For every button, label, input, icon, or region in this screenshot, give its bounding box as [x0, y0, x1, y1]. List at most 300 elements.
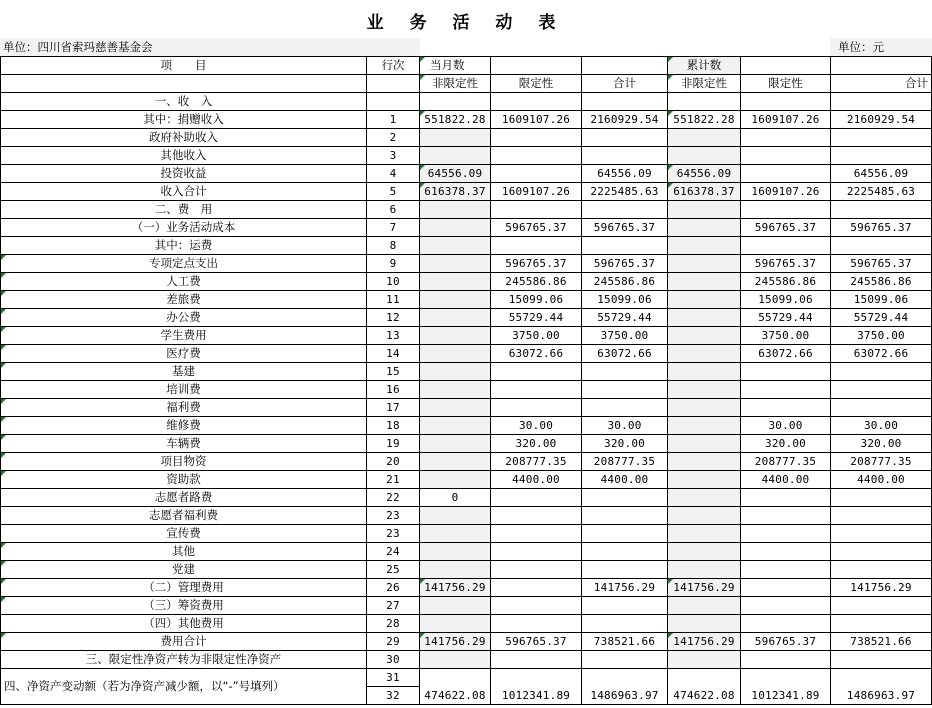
row-number[interactable]: 25: [367, 561, 420, 579]
cell-cm-r[interactable]: 55729.44: [491, 309, 582, 327]
cell-cu-t[interactable]: 596765.37: [831, 219, 932, 237]
cell-cm-u[interactable]: 64556.09: [420, 165, 491, 183]
cell-cm-r[interactable]: 3750.00: [491, 327, 582, 345]
cell-cu-t[interactable]: [831, 651, 932, 669]
cell-cu-u[interactable]: [668, 93, 741, 111]
header-row-1: [1, 57, 932, 75]
header-blank[interactable]: [831, 57, 932, 75]
cell-cm-r[interactable]: [491, 165, 582, 183]
cell-cu-r[interactable]: 63072.66: [741, 345, 831, 363]
row-item-label[interactable]: 宣传费: [1, 525, 367, 543]
cell-cm-t[interactable]: 4400.00: [582, 471, 668, 489]
row-number[interactable]: 30: [367, 651, 420, 669]
row-item-label[interactable]: 党建: [1, 561, 367, 579]
cell-cu-t[interactable]: [831, 489, 932, 507]
header-cm-unrestricted[interactable]: 非限定性: [420, 75, 491, 93]
cell-cm-r[interactable]: 1609107.26: [491, 111, 582, 129]
row-number[interactable]: 18: [367, 417, 420, 435]
row-item-label[interactable]: 志愿者福利费: [1, 507, 367, 525]
cell-cu-t[interactable]: 4400.00: [831, 471, 932, 489]
cell-cu-r[interactable]: [741, 561, 831, 579]
cell-cm-r[interactable]: 15099.06: [491, 291, 582, 309]
cell-cm-u[interactable]: 141756.29: [420, 579, 491, 597]
row-number[interactable]: 14: [367, 345, 420, 363]
cell-cu-r[interactable]: 1609107.26: [741, 111, 831, 129]
cell-cu-t[interactable]: [831, 543, 932, 561]
cell-cu-u[interactable]: [668, 291, 741, 309]
cell-cm-u[interactable]: [420, 291, 491, 309]
cell-cm-r[interactable]: 245586.86: [491, 273, 582, 291]
cell-cu-t[interactable]: 141756.29: [831, 579, 932, 597]
cell-cu-r[interactable]: 3750.00: [741, 327, 831, 345]
cell-cm-u[interactable]: 551822.28: [420, 111, 491, 129]
row-item-label[interactable]: （四）其他费用: [1, 615, 367, 633]
cell-cm-t[interactable]: 596765.37: [582, 219, 668, 237]
table-row: [1, 597, 932, 615]
cell-cu-r[interactable]: [741, 525, 831, 543]
cell-cu-t[interactable]: [831, 507, 932, 525]
cell-cm-r[interactable]: [491, 615, 582, 633]
cell-cu-t[interactable]: 30.00: [831, 417, 932, 435]
cell-cm-u[interactable]: [420, 219, 491, 237]
organization-unit: 单位：四川省索玛慈善基金会: [3, 40, 153, 54]
cell-cu-r[interactable]: [741, 129, 831, 147]
cell-cu-r[interactable]: [741, 651, 831, 669]
cell-cu-u[interactable]: [668, 651, 741, 669]
row-item-label[interactable]: 维修费: [1, 417, 367, 435]
cell-cm-r[interactable]: [491, 489, 582, 507]
cell-cu-u[interactable]: [668, 147, 741, 165]
row-item-label[interactable]: 培训费: [1, 381, 367, 399]
header-blank[interactable]: [741, 57, 831, 75]
table-row: [1, 651, 932, 669]
cell-cu-t[interactable]: 245586.86: [831, 273, 932, 291]
cell-cm-u[interactable]: [420, 399, 491, 417]
row-item-label[interactable]: 其中：运费: [1, 237, 367, 255]
cell-cm-t[interactable]: [582, 381, 668, 399]
header-blank[interactable]: [367, 75, 420, 93]
cell-cm-u[interactable]: [420, 471, 491, 489]
row-number[interactable]: 9: [367, 255, 420, 273]
cell-cm-r[interactable]: [491, 597, 582, 615]
table-row: [1, 543, 932, 561]
cell-cm-u[interactable]: 0: [420, 489, 491, 507]
cell-cu-u[interactable]: 551822.28: [668, 111, 741, 129]
cell-cu-t[interactable]: 2225485.63: [831, 183, 932, 201]
row-item-label[interactable]: 学生费用: [1, 327, 367, 345]
header-blank[interactable]: [582, 57, 668, 75]
cell-cu-u[interactable]: [668, 615, 741, 633]
cell-cm-t[interactable]: [582, 147, 668, 165]
table-row: [1, 273, 932, 291]
row-number[interactable]: 2: [367, 129, 420, 147]
cell-cu-u[interactable]: [668, 507, 741, 525]
row-item-label[interactable]: 医疗费: [1, 345, 367, 363]
row-number[interactable]: 8: [367, 237, 420, 255]
cell-cm-u[interactable]: [420, 237, 491, 255]
row-number[interactable]: 16: [367, 381, 420, 399]
table-row: [1, 471, 932, 489]
cell-cm-r[interactable]: 596765.37: [491, 633, 582, 651]
cell-cm-t[interactable]: [582, 507, 668, 525]
header-cu-restricted[interactable]: 限定性: [741, 75, 831, 93]
cell-cu-r[interactable]: [741, 201, 831, 219]
row-item-label[interactable]: （一）业务活动成本: [1, 219, 367, 237]
row-number[interactable]: 6: [367, 201, 420, 219]
cell-cm-r[interactable]: 320.00: [491, 435, 582, 453]
row-number[interactable]: 19: [367, 435, 420, 453]
cell-cm-r[interactable]: [491, 93, 582, 111]
cell-cu-r[interactable]: [741, 147, 831, 165]
cell-cm-u[interactable]: [420, 561, 491, 579]
row-number[interactable]: 3: [367, 147, 420, 165]
cell-cm-u[interactable]: [420, 327, 491, 345]
row-number[interactable]: 20: [367, 453, 420, 471]
cell-cu-r[interactable]: 596765.37: [741, 219, 831, 237]
header-current-month[interactable]: 当月数: [420, 57, 491, 75]
row-number[interactable]: 27: [367, 597, 420, 615]
cell-cm-t[interactable]: 63072.66: [582, 345, 668, 363]
row-item-label[interactable]: 资助款: [1, 471, 367, 489]
cell-cu-t[interactable]: [831, 597, 932, 615]
cell-cu-u[interactable]: [668, 255, 741, 273]
cell-cm-t[interactable]: 738521.66: [582, 633, 668, 651]
cell-cu-t[interactable]: 63072.66: [831, 345, 932, 363]
cell-cm-u[interactable]: [420, 525, 491, 543]
cell-cm-t[interactable]: [582, 399, 668, 417]
cell-cm-u[interactable]: 616378.37: [420, 183, 491, 201]
row-number[interactable]: 4: [367, 165, 420, 183]
row-item-label[interactable]: 其他收入: [1, 147, 367, 165]
row-item-label[interactable]: 志愿者路费: [1, 489, 367, 507]
cell-cu-r[interactable]: 30.00: [741, 417, 831, 435]
row-number[interactable]: 11: [367, 291, 420, 309]
cell-cm-t[interactable]: [582, 363, 668, 381]
cell-cm-u[interactable]: [420, 363, 491, 381]
cell-cm-u[interactable]: [420, 381, 491, 399]
cell-cm-r[interactable]: 208777.35: [491, 453, 582, 471]
cell-cu-u[interactable]: [668, 489, 741, 507]
cell-cm-u[interactable]: [420, 147, 491, 165]
cell-cm-r[interactable]: 596765.37: [491, 219, 582, 237]
cell-cu-r[interactable]: [741, 579, 831, 597]
row-number[interactable]: 13: [367, 327, 420, 345]
cell-cu-r[interactable]: [741, 237, 831, 255]
cell-cm-r[interactable]: 596765.37: [491, 255, 582, 273]
cell-cu-u[interactable]: [668, 525, 741, 543]
cell-cm-r[interactable]: [491, 543, 582, 561]
cell-cu-r[interactable]: [741, 93, 831, 111]
header-cm-total[interactable]: 合计: [582, 75, 668, 93]
cell-cm-r[interactable]: 1609107.26: [491, 183, 582, 201]
header-row-2: [1, 75, 932, 93]
cell-cm-u[interactable]: [420, 273, 491, 291]
row-number[interactable]: 29: [367, 633, 420, 651]
header-blank[interactable]: [1, 75, 367, 93]
row-number[interactable]: [367, 93, 420, 111]
cell-cm-u[interactable]: [420, 435, 491, 453]
row-number[interactable]: 5: [367, 183, 420, 201]
cell-cm-r[interactable]: 30.00: [491, 417, 582, 435]
cell-cu-r[interactable]: [741, 489, 831, 507]
cell-cm-u[interactable]: [420, 255, 491, 273]
row-item-label[interactable]: 三、限定性净资产转为非限定性净资产: [1, 651, 367, 669]
row-item-label[interactable]: 办公费: [1, 309, 367, 327]
cell-cu-u[interactable]: [668, 219, 741, 237]
cell-cm-r[interactable]: [491, 651, 582, 669]
cell-cm-t[interactable]: 245586.86: [582, 273, 668, 291]
row-number[interactable]: 21: [367, 471, 420, 489]
row-item-label[interactable]: 福利费: [1, 399, 367, 417]
cell-cu-r[interactable]: [741, 399, 831, 417]
cell-cm-t[interactable]: 30.00: [582, 417, 668, 435]
net-asset-change-label[interactable]: 四、净资产变动额（若为净资产减少额，以“-”号填列）: [1, 669, 367, 705]
cell-cm-t[interactable]: [582, 201, 668, 219]
row-item-label[interactable]: 政府补助收入: [1, 129, 367, 147]
header-item[interactable]: 项 目: [1, 57, 367, 75]
cell-cu-u[interactable]: [668, 435, 741, 453]
cell-cu-t[interactable]: [831, 129, 932, 147]
cell-cm-r[interactable]: [491, 363, 582, 381]
table-row: [1, 489, 932, 507]
cell-cu-r[interactable]: [741, 507, 831, 525]
cell-cu-r[interactable]: [741, 597, 831, 615]
cell-cm-u[interactable]: 474622.08: [420, 669, 491, 705]
cell-cm-r[interactable]: [491, 201, 582, 219]
row-item-label[interactable]: 一、收 入: [1, 93, 367, 111]
cell-cu-t[interactable]: 15099.06: [831, 291, 932, 309]
table-row: [1, 309, 932, 327]
cell-cu-r[interactable]: [741, 615, 831, 633]
header-cumulative[interactable]: 累计数: [668, 57, 741, 75]
cell-cu-u[interactable]: [668, 201, 741, 219]
row-item-label[interactable]: 项目物资: [1, 453, 367, 471]
cell-cu-t[interactable]: 2160929.54: [831, 111, 932, 129]
row-item-label[interactable]: （二）管理费用: [1, 579, 367, 597]
cell-cu-r[interactable]: 1012341.89: [741, 669, 831, 705]
cell-cu-u[interactable]: [668, 309, 741, 327]
cell-cm-r[interactable]: [491, 129, 582, 147]
cell-cu-t[interactable]: [831, 381, 932, 399]
row-number[interactable]: 12: [367, 309, 420, 327]
cell-cm-t[interactable]: 320.00: [582, 435, 668, 453]
cell-cu-u[interactable]: [668, 273, 741, 291]
cell-cm-r[interactable]: [491, 399, 582, 417]
row-number[interactable]: 1: [367, 111, 420, 129]
row-item-label[interactable]: 费用合计: [1, 633, 367, 651]
cell-cm-u[interactable]: [420, 417, 491, 435]
cell-cm-u[interactable]: [420, 651, 491, 669]
table-row: [1, 291, 932, 309]
cell-cu-t[interactable]: 320.00: [831, 435, 932, 453]
cell-cu-u[interactable]: [668, 237, 741, 255]
cell-cu-u[interactable]: [668, 345, 741, 363]
cell-cu-u[interactable]: [668, 417, 741, 435]
cell-cm-t[interactable]: [582, 237, 668, 255]
cell-cm-t[interactable]: 596765.37: [582, 255, 668, 273]
row-item-label[interactable]: 收入合计: [1, 183, 367, 201]
cell-cm-t[interactable]: [582, 543, 668, 561]
cell-cm-u[interactable]: [420, 543, 491, 561]
cell-cu-u[interactable]: 616378.37: [668, 183, 741, 201]
row-number[interactable]: 15: [367, 363, 420, 381]
row-number[interactable]: 32: [367, 687, 420, 705]
cell-cu-t[interactable]: 208777.35: [831, 453, 932, 471]
cell-cm-r[interactable]: [491, 237, 582, 255]
cell-cu-t[interactable]: [831, 93, 932, 111]
cell-cm-u[interactable]: [420, 201, 491, 219]
cell-cm-r[interactable]: [491, 525, 582, 543]
header-row-no[interactable]: 行次: [367, 57, 420, 75]
cell-cu-r[interactable]: [741, 363, 831, 381]
cell-cm-t[interactable]: 1486963.97: [582, 669, 668, 705]
cell-cm-t[interactable]: [582, 651, 668, 669]
cell-cu-r[interactable]: [741, 165, 831, 183]
cell-cm-t[interactable]: [582, 597, 668, 615]
header-cu-total[interactable]: 合计: [831, 75, 932, 93]
cell-cm-u[interactable]: [420, 615, 491, 633]
row-item-label[interactable]: 基建: [1, 363, 367, 381]
cell-cm-t[interactable]: 3750.00: [582, 327, 668, 345]
cell-cu-u[interactable]: [668, 381, 741, 399]
cell-cm-u[interactable]: [420, 507, 491, 525]
cell-cu-r[interactable]: [741, 381, 831, 399]
cell-cu-u[interactable]: 141756.29: [668, 579, 741, 597]
cell-cm-u[interactable]: [420, 453, 491, 471]
cell-cm-t[interactable]: [582, 489, 668, 507]
row-number[interactable]: 10: [367, 273, 420, 291]
cell-cu-u[interactable]: [668, 597, 741, 615]
table-row: [1, 327, 932, 345]
row-number[interactable]: 26: [367, 579, 420, 597]
cell-cu-r[interactable]: 55729.44: [741, 309, 831, 327]
cell-cu-t[interactable]: 1486963.97: [831, 669, 932, 705]
cell-cm-t[interactable]: [582, 615, 668, 633]
cell-cm-t[interactable]: 64556.09: [582, 165, 668, 183]
row-item-label[interactable]: 差旅费: [1, 291, 367, 309]
cell-cm-u[interactable]: [420, 93, 491, 111]
cell-cm-t[interactable]: [582, 525, 668, 543]
cell-cu-t[interactable]: [831, 201, 932, 219]
cell-cm-t[interactable]: 55729.44: [582, 309, 668, 327]
cell-cm-r[interactable]: 4400.00: [491, 471, 582, 489]
header-cu-unrestricted[interactable]: 非限定性: [668, 75, 741, 93]
cell-cu-r[interactable]: 4400.00: [741, 471, 831, 489]
table-row: [1, 363, 932, 381]
cell-cm-u[interactable]: 141756.29: [420, 633, 491, 651]
cell-cu-r[interactable]: 596765.37: [741, 255, 831, 273]
cell-cm-t[interactable]: 2160929.54: [582, 111, 668, 129]
cell-cm-r[interactable]: 1012341.89: [491, 669, 582, 705]
cell-cm-t[interactable]: 2225485.63: [582, 183, 668, 201]
cell-cu-u[interactable]: [668, 327, 741, 345]
row-number[interactable]: 23: [367, 525, 420, 543]
cell-cu-t[interactable]: [831, 237, 932, 255]
cell-cu-u[interactable]: [668, 129, 741, 147]
row-item-label[interactable]: 车辆费: [1, 435, 367, 453]
cell-cu-r[interactable]: 15099.06: [741, 291, 831, 309]
row-item-label[interactable]: 人工费: [1, 273, 367, 291]
cell-cm-r[interactable]: [491, 579, 582, 597]
row-item-label[interactable]: 其他: [1, 543, 367, 561]
cell-cm-t[interactable]: 15099.06: [582, 291, 668, 309]
cell-cm-r[interactable]: [491, 147, 582, 165]
table-row: [1, 525, 932, 543]
cell-cu-r[interactable]: [741, 543, 831, 561]
cell-cu-r[interactable]: 208777.35: [741, 453, 831, 471]
cell-cu-t[interactable]: 55729.44: [831, 309, 932, 327]
cell-cm-r[interactable]: 63072.66: [491, 345, 582, 363]
cell-cu-u[interactable]: [668, 561, 741, 579]
cell-cu-t[interactable]: 64556.09: [831, 165, 932, 183]
row-number[interactable]: 7: [367, 219, 420, 237]
table-row: [1, 237, 932, 255]
row-number[interactable]: 28: [367, 615, 420, 633]
row-number[interactable]: 17: [367, 399, 420, 417]
cell-cu-t[interactable]: [831, 561, 932, 579]
cell-cm-u[interactable]: [420, 129, 491, 147]
cell-cu-t[interactable]: 3750.00: [831, 327, 932, 345]
header-cm-restricted[interactable]: 限定性: [491, 75, 582, 93]
cell-cm-u[interactable]: [420, 345, 491, 363]
cell-cu-r[interactable]: 320.00: [741, 435, 831, 453]
cell-cu-u[interactable]: [668, 453, 741, 471]
header-blank[interactable]: [491, 57, 582, 75]
table-row: [1, 201, 932, 219]
cell-cm-t[interactable]: [582, 129, 668, 147]
row-number[interactable]: 31: [367, 669, 420, 687]
cell-cu-u[interactable]: 474622.08: [668, 669, 741, 705]
cell-cu-t[interactable]: [831, 615, 932, 633]
row-item-label[interactable]: 其中：捐赠收入: [1, 111, 367, 129]
cell-cu-t[interactable]: 596765.37: [831, 255, 932, 273]
cell-cu-t[interactable]: [831, 525, 932, 543]
row-item-label[interactable]: 二、费 用: [1, 201, 367, 219]
cell-cu-u[interactable]: [668, 471, 741, 489]
cell-cu-u[interactable]: [668, 399, 741, 417]
table-row: [1, 345, 932, 363]
cell-cm-t[interactable]: [582, 93, 668, 111]
cell-cm-u[interactable]: [420, 597, 491, 615]
cell-cu-r[interactable]: 596765.37: [741, 633, 831, 651]
cell-cu-u[interactable]: 64556.09: [668, 165, 741, 183]
table-row: [1, 417, 932, 435]
cell-cm-r[interactable]: [491, 507, 582, 525]
cell-cu-t[interactable]: [831, 399, 932, 417]
cell-cu-t[interactable]: [831, 363, 932, 381]
cell-cu-r[interactable]: 245586.86: [741, 273, 831, 291]
cell-cm-t[interactable]: 141756.29: [582, 579, 668, 597]
table-row: [1, 561, 932, 579]
cell-cu-u[interactable]: [668, 543, 741, 561]
row-number[interactable]: 23: [367, 507, 420, 525]
cell-cm-r[interactable]: [491, 561, 582, 579]
cell-cu-u[interactable]: 141756.29: [668, 633, 741, 651]
cell-cu-u[interactable]: [668, 363, 741, 381]
cell-cu-t[interactable]: 738521.66: [831, 633, 932, 651]
row-number[interactable]: 24: [367, 543, 420, 561]
row-item-label[interactable]: 专项定点支出: [1, 255, 367, 273]
cell-cm-u[interactable]: [420, 309, 491, 327]
cell-cm-t[interactable]: 208777.35: [582, 453, 668, 471]
cell-cm-t[interactable]: [582, 561, 668, 579]
row-number[interactable]: 22: [367, 489, 420, 507]
cell-cm-r[interactable]: [491, 381, 582, 399]
row-item-label[interactable]: （三）筹资费用: [1, 597, 367, 615]
cell-cu-t[interactable]: [831, 147, 932, 165]
cell-cu-r[interactable]: 1609107.26: [741, 183, 831, 201]
row-item-label[interactable]: 投资收益: [1, 165, 367, 183]
